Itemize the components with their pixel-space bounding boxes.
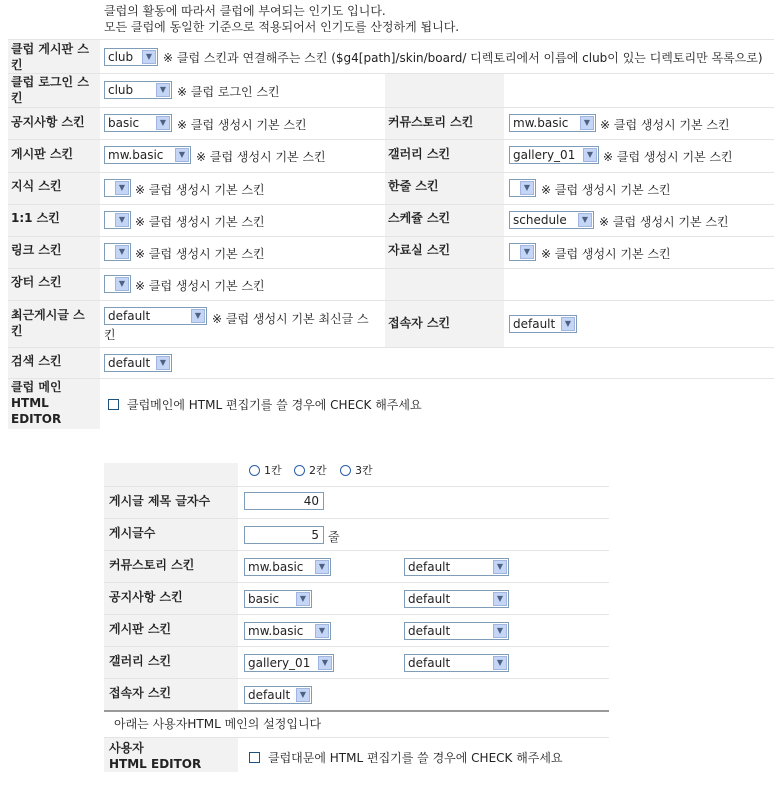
user-html-note: 아래는 사용자HTML 메인의 설정입니다 (114, 717, 322, 731)
title-length-input[interactable]: 40 (244, 492, 324, 510)
visitor-skin-label: 접속자 스킨 (385, 301, 504, 347)
onetoone-skin-label: 1:1 스킨 (8, 205, 100, 236)
chevron-down-icon: ▼ (520, 181, 534, 195)
b-community-skin-label: 커뮤스토리 스킨 (104, 551, 238, 582)
b-board-skin-label: 게시판 스킨 (104, 615, 238, 646)
knowledge-skin-select[interactable] (104, 179, 131, 197)
popularity-desc-1: 클럽의 활동에 따라서 클럽에 부여되는 인기도 입니다. (104, 4, 386, 18)
notice-skin-note: ※ 클럽 생성시 기본 스킨 (177, 118, 307, 132)
b-notice-skin-select[interactable]: basic ▼ (244, 590, 312, 608)
search-skin-label: 검색 스킨 (8, 348, 100, 378)
archive-skin-label: 자료실 스킨 (385, 237, 504, 268)
b-visitor-skin-select[interactable]: default ▼ (244, 686, 312, 704)
title-length-label: 게시글 제목 글자수 (104, 487, 238, 518)
link-skin-label: 링크 스킨 (8, 237, 100, 268)
chevron-down-icon: ▼ (520, 245, 534, 259)
chevron-down-icon: ▼ (318, 656, 332, 670)
user-html-editor-checkbox[interactable] (249, 752, 260, 763)
cut-radio-1[interactable] (249, 465, 260, 476)
user-html-editor-label: 사용자 HTML EDITOR (104, 738, 238, 772)
oneline-skin-select[interactable] (509, 179, 536, 197)
club-board-skin-note: ※ 클럽 스킨과 연결해주는 스킨 ($g4[path]/skin/board/ 디렉토리에서 이름에 club이 있는 디렉토리만 목록으로) (163, 51, 763, 65)
board-skin-label: 게시판 스킨 (8, 140, 100, 172)
chevron-down-icon: ▼ (115, 245, 129, 259)
latest-skin-label: 최근게시글 스 킨 (8, 301, 100, 347)
b-gallery-latest-select[interactable]: default ▼ (404, 654, 509, 672)
popularity-desc-2: 모든 클럽에 동일한 기준으로 적용되어서 인기도를 산정하게 됩니다. (104, 20, 460, 34)
chevron-down-icon: ▼ (583, 148, 597, 162)
oneline-skin-label: 한줄 스킨 (385, 173, 504, 204)
b-gallery-skin-select[interactable]: gallery_01 ▼ (244, 654, 334, 672)
user-html-editor-note: 클럽대문에 HTML 편집기를 쓸 경우에 CHECK 해주세요 (268, 751, 563, 765)
cut-radio-2[interactable] (294, 465, 305, 476)
club-board-skin-select[interactable]: club ▼ (104, 48, 158, 66)
chevron-down-icon: ▼ (315, 560, 329, 574)
b-community-skin-select[interactable]: mw.basic ▼ (244, 558, 331, 576)
html-editor-label: 클럽 메인 HTML EDITOR (8, 379, 100, 429)
schedule-skin-note: ※ 클럽 생성시 기본 스킨 (599, 215, 729, 229)
link-skin-select[interactable] (104, 243, 131, 261)
community-skin-note: ※ 클럽 생성시 기본 스킨 (600, 118, 730, 132)
latest-skin-select[interactable]: default ▼ (104, 307, 207, 325)
cut-radio-2-label: 2칸 (309, 464, 327, 477)
club-login-skin-select[interactable]: club ▼ (104, 81, 172, 99)
chevron-down-icon: ▼ (191, 309, 205, 323)
post-count-input[interactable]: 5 (244, 526, 324, 544)
chevron-down-icon: ▼ (561, 317, 575, 331)
club-login-skin-label: 클럽 로그인 스 킨 (8, 74, 100, 107)
cut-radio-3[interactable] (340, 465, 351, 476)
archive-skin-select[interactable] (509, 243, 536, 261)
chevron-down-icon: ▼ (493, 560, 507, 574)
board-skin-select[interactable]: mw.basic ▼ (104, 146, 191, 164)
notice-skin-label: 공지사항 스킨 (8, 108, 100, 139)
chevron-down-icon: ▼ (115, 181, 129, 195)
archive-skin-note: ※ 클럽 생성시 기본 스킨 (541, 247, 671, 261)
latest-skin-note-1: ※ 클럽 생성시 기본 최신글 스 (212, 312, 369, 326)
chevron-down-icon: ▼ (156, 356, 170, 370)
community-skin-select[interactable]: mw.basic ▼ (509, 114, 596, 132)
onetoone-skin-select[interactable] (104, 211, 131, 229)
html-editor-note: 클럽메인에 HTML 편집기를 쓸 경우에 CHECK 해주세요 (127, 398, 422, 412)
board-skin-note: ※ 클럽 생성시 기본 스킨 (196, 150, 326, 164)
schedule-skin-label: 스케쥴 스킨 (385, 205, 504, 236)
market-skin-label: 장터 스킨 (8, 269, 100, 300)
chevron-down-icon: ▼ (142, 50, 156, 64)
html-editor-checkbox[interactable] (108, 399, 119, 410)
chevron-down-icon: ▼ (115, 277, 129, 291)
market-skin-select[interactable] (104, 275, 131, 293)
chevron-down-icon: ▼ (175, 148, 189, 162)
oneline-skin-note: ※ 클럽 생성시 기본 스킨 (541, 183, 671, 197)
knowledge-skin-label: 지식 스킨 (8, 173, 100, 204)
schedule-skin-select[interactable]: schedule ▼ (509, 211, 594, 229)
post-count-unit: 줄 (328, 530, 340, 544)
notice-skin-select[interactable]: basic ▼ (104, 114, 172, 132)
post-count-label: 게시글수 (104, 519, 238, 550)
chevron-down-icon: ▼ (296, 592, 310, 606)
b-board-latest-select[interactable]: default ▼ (404, 622, 509, 640)
club-board-skin-label: 클럽 게시판 스 킨 (8, 40, 100, 73)
club-login-skin-note: ※ 클럽 로그인 스킨 (177, 85, 280, 99)
latest-skin-note-2: 킨 (104, 328, 116, 342)
b-visitor-skin-label: 접속자 스킨 (104, 679, 238, 710)
chevron-down-icon: ▼ (296, 688, 310, 702)
chevron-down-icon: ▼ (493, 656, 507, 670)
b-notice-latest-select[interactable]: default ▼ (404, 590, 509, 608)
link-skin-note: ※ 클럽 생성시 기본 스킨 (135, 247, 265, 261)
market-skin-note: ※ 클럽 생성시 기본 스킨 (135, 279, 265, 293)
gallery-skin-select[interactable]: gallery_01 ▼ (509, 146, 599, 164)
b-board-skin-select[interactable]: mw.basic ▼ (244, 622, 331, 640)
cut-radio-3-label: 3칸 (355, 464, 373, 477)
onetoone-skin-note: ※ 클럽 생성시 기본 스킨 (135, 215, 265, 229)
chevron-down-icon: ▼ (315, 624, 329, 638)
visitor-skin-select[interactable]: default ▼ (509, 315, 577, 333)
gallery-skin-label: 갤러리 스킨 (385, 140, 504, 172)
chevron-down-icon: ▼ (115, 213, 129, 227)
chevron-down-icon: ▼ (580, 116, 594, 130)
gallery-skin-note: ※ 클럽 생성시 기본 스킨 (603, 150, 733, 164)
chevron-down-icon: ▼ (493, 592, 507, 606)
search-skin-select[interactable]: default ▼ (104, 354, 172, 372)
b-notice-skin-label: 공지사항 스킨 (104, 583, 238, 614)
chevron-down-icon: ▼ (156, 116, 170, 130)
community-skin-label: 커뮤스토리 스킨 (385, 108, 504, 139)
chevron-down-icon: ▼ (578, 213, 592, 227)
chevron-down-icon: ▼ (493, 624, 507, 638)
cut-radio-1-label: 1칸 (264, 464, 282, 477)
knowledge-skin-note: ※ 클럽 생성시 기본 스킨 (135, 183, 265, 197)
b-community-latest-select[interactable]: default ▼ (404, 558, 509, 576)
b-gallery-skin-label: 갤러리 스킨 (104, 647, 238, 678)
chevron-down-icon: ▼ (156, 83, 170, 97)
